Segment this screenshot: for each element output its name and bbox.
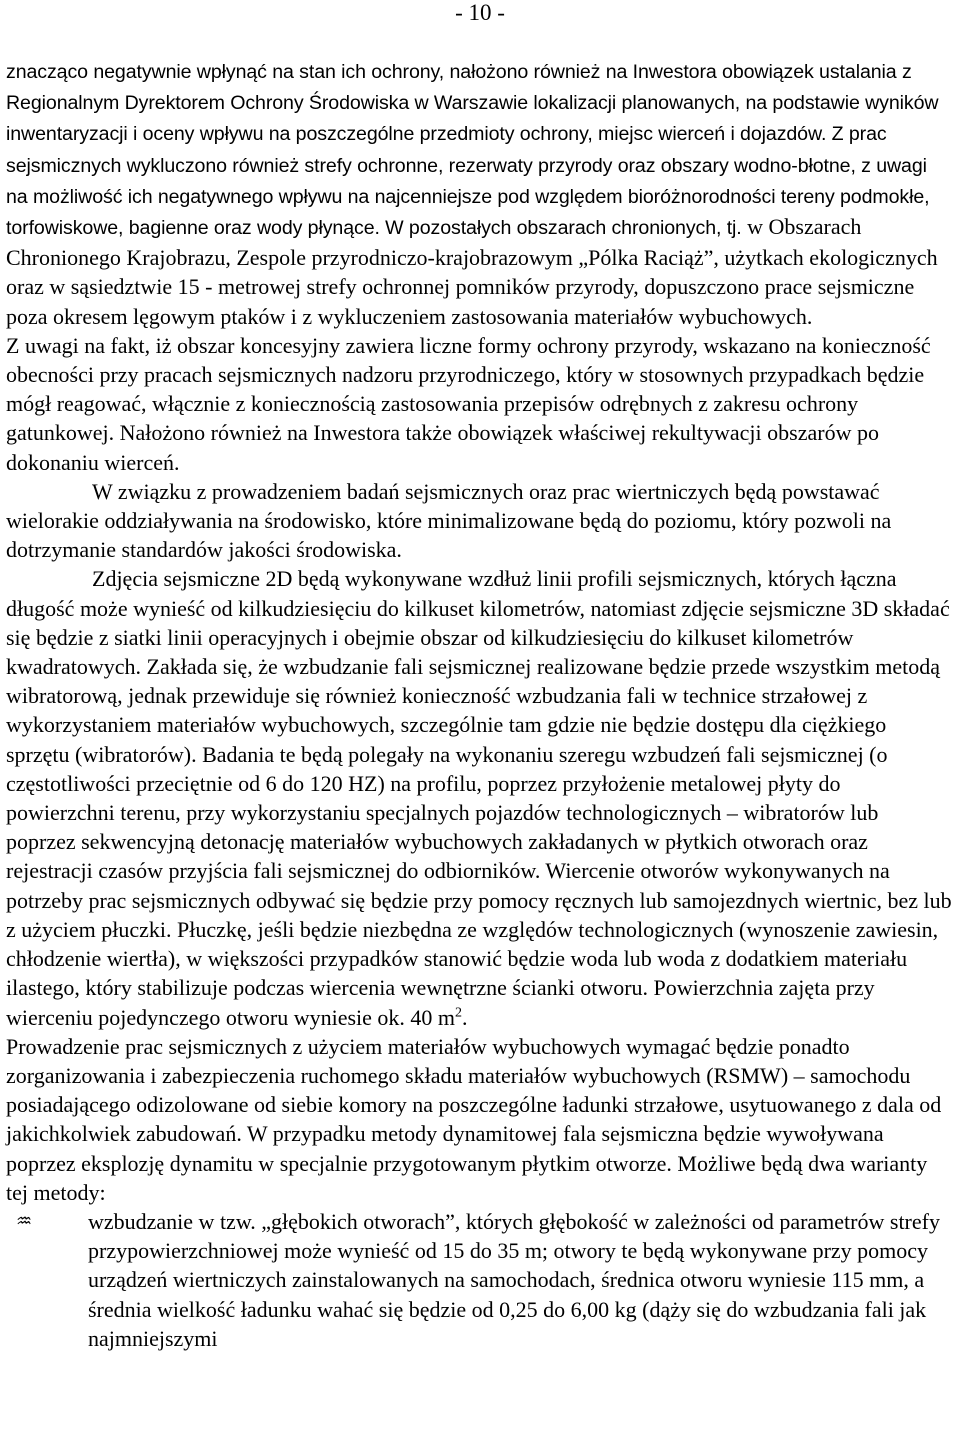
paragraph-4-text: Zdjęcia sejsmiczne 2D będą wykonywane wzdłuż linii profili sejsmicznych, których łączna długość może wynieść od kilkudziesięciu do kilkuset kilometrów, natomiast zdjęcie sejsmiczne 3D składać się będzie z siatki linii operacyjnych i obejmie obszar od kilkudziesięciu do kilkuset kilometrów kwadratowych. Zakłada się, że wzbudzanie fali sejsmicznej realizowane będzie przede wszystkim metodą wibratorową, jednak przewiduje się również konieczność wzbudzania fali w technice strzałowej z wykorzystaniem materiałów wybuchowych, szczególnie tam gdzie nie będzie dostępu dla ciężkiego sprzętu (wibratorów). Badania te będą polegały na wykonaniu szeregu wzbudzeń fali sejsmicznej (o częstotliwości przeciętnie od 6 do 120 HZ) na profilu, poprzez przyłożenie metalowej płyty do powierzchni terenu, przy wykorzystaniu specjalnych pojazdów technologicznych – wibratorów lub poprzez sekwencyjną detonację materiałów wybuchowych zakładanych w płytkich otworach oraz rejestracji czasów przyjścia fali sejsmicznej do odbiorników. Wiercenie otworów wykonywanych na potrzeby prac sejsmicznych odbywać się będzie przy pomocy ręcznych lub samojezdnych wiertnic, bez lub z użyciem płuczki. Płuczkę, jeśli będzie niezbędna ze względów technologicznych (wynoszenie zawiesin, chłodzenie wiertła), w większości przypadków stanowić będzie woda lub woda z dodatkiem materiału ilastego, który stabilizuje podczas wiercenia wewnętrzne ścianki otworu. Powierzchnia zajęta przy wierceniu pojedynczego otworu wyniesie ok. 40 m [6,566,952,1030]
superscript-2: 2 [455,1005,463,1021]
paragraph-4-end: . [462,1004,468,1030]
paragraph-1 [6,56,952,331]
list-item-text: wzbudzanie w tzw. „głębokich otworach”, których głębokość w zależności od parametrów strefy przypowierzchniowej może wynieść od 15 do 35 m; otwory te będą wykonywane przy pomocy urządzeń wiertniczych zainstalowanych na samochodach, średnica otworu wyniesie 115 mm, a średnia wielkość ładunku wahać się będzie od 0,25 do 6,00 kg (dąży się do wzbudzania fali jak najmniejszymi [88,1208,940,1351]
paragraph-1-sans-text: znacząco negatywnie wpłynąć na stan ich ochrony, nałożono również na Inwestora obowiązek ustalania z Regionalnym Dyrektorem Ochrony Środowiska w Warszawie lokalizacji planowanych, na podstawie wyników inwentaryzacji i oceny wpływu na poszczególne przedmioty ochrony, miejsc wierceń i dojazdów. [6,61,939,146]
document-body [6,56,952,1353]
bullet-pointer-icon: ♒ [16,1210,33,1232]
paragraph-3: W związku z prowadzeniem badań sejsmicznych oraz prac wiertniczych będą powstawać wielorakie oddziaływania na środowisko, które minimalizowane będą do poziomu, który pozwoli na dotrzymanie standardów jakości środowiska. [6,478,892,563]
paragraph-1-sans-text-continued: Z prac sejsmicznych wykluczono również strefy ochronne, rezerwaty przyrody oraz obszary wodno-błotne, z uwagi na możliwość ich negatywnego wpływu na najcenniejsze pod względem bioróżnorodności tereny podmokłe, torfowiskowe, bagienne oraz wody płynące. W pozostałych obszarach chronionych, tj. [6,123,930,240]
list-item [6,1207,952,1353]
paragraph-4 [6,564,952,1031]
paragraph-2: Z uwagi na fakt, iż obszar koncesyjny zawiera liczne formy ochrony przyrody, wskazano na konieczność obecności przy pracach sejsmicznych nadzoru przyrodniczego, który w stosownych przypadkach będzie mógł reagować, włącznie z koniecznością zastosowania przepisów odrębnych z zakresu ochrony gatunkowej. Nałożono również na Inwestora także obowiązek właściwej rekultywacji obszarów po dokonaniu wierceń. [6,332,931,475]
page-number: - 10 - [455,0,505,25]
paragraph-5: Prowadzenie prac sejsmicznych z użyciem materiałów wybuchowych wymagać będzie ponadto zorganizowania i zabezpieczenia ruchomego składu materiałów wybuchowych (RSMW) – samochodu posiadającego odizolowane od siebie komory na poszczególne ładunki strzałowe, usytuowanego z dala od jakichkolwiek zabudowań. W przypadku metody dynamitowej fala sejsmiczna będzie wywoływana poprzez eksplozję dynamitu w specjalnie przygotowanym płytkim otworze. Możliwe będą dwa warianty tej metody: [6,1033,942,1205]
paragraph-1-serif-text: w Obszarach Chronionego Krajobrazu, Zespole przyrodniczo-krajobrazowym „Pólka Raciąż”, użytkach ekologicznych oraz w sąsiedztwie 15 - metrowej strefy ochronnej pomników przyrody, dopuszczono prace sejsmiczne poza okresem lęgowym ptaków i z wykluczeniem zastosowania materiałów wybuchowych. [6,214,938,329]
